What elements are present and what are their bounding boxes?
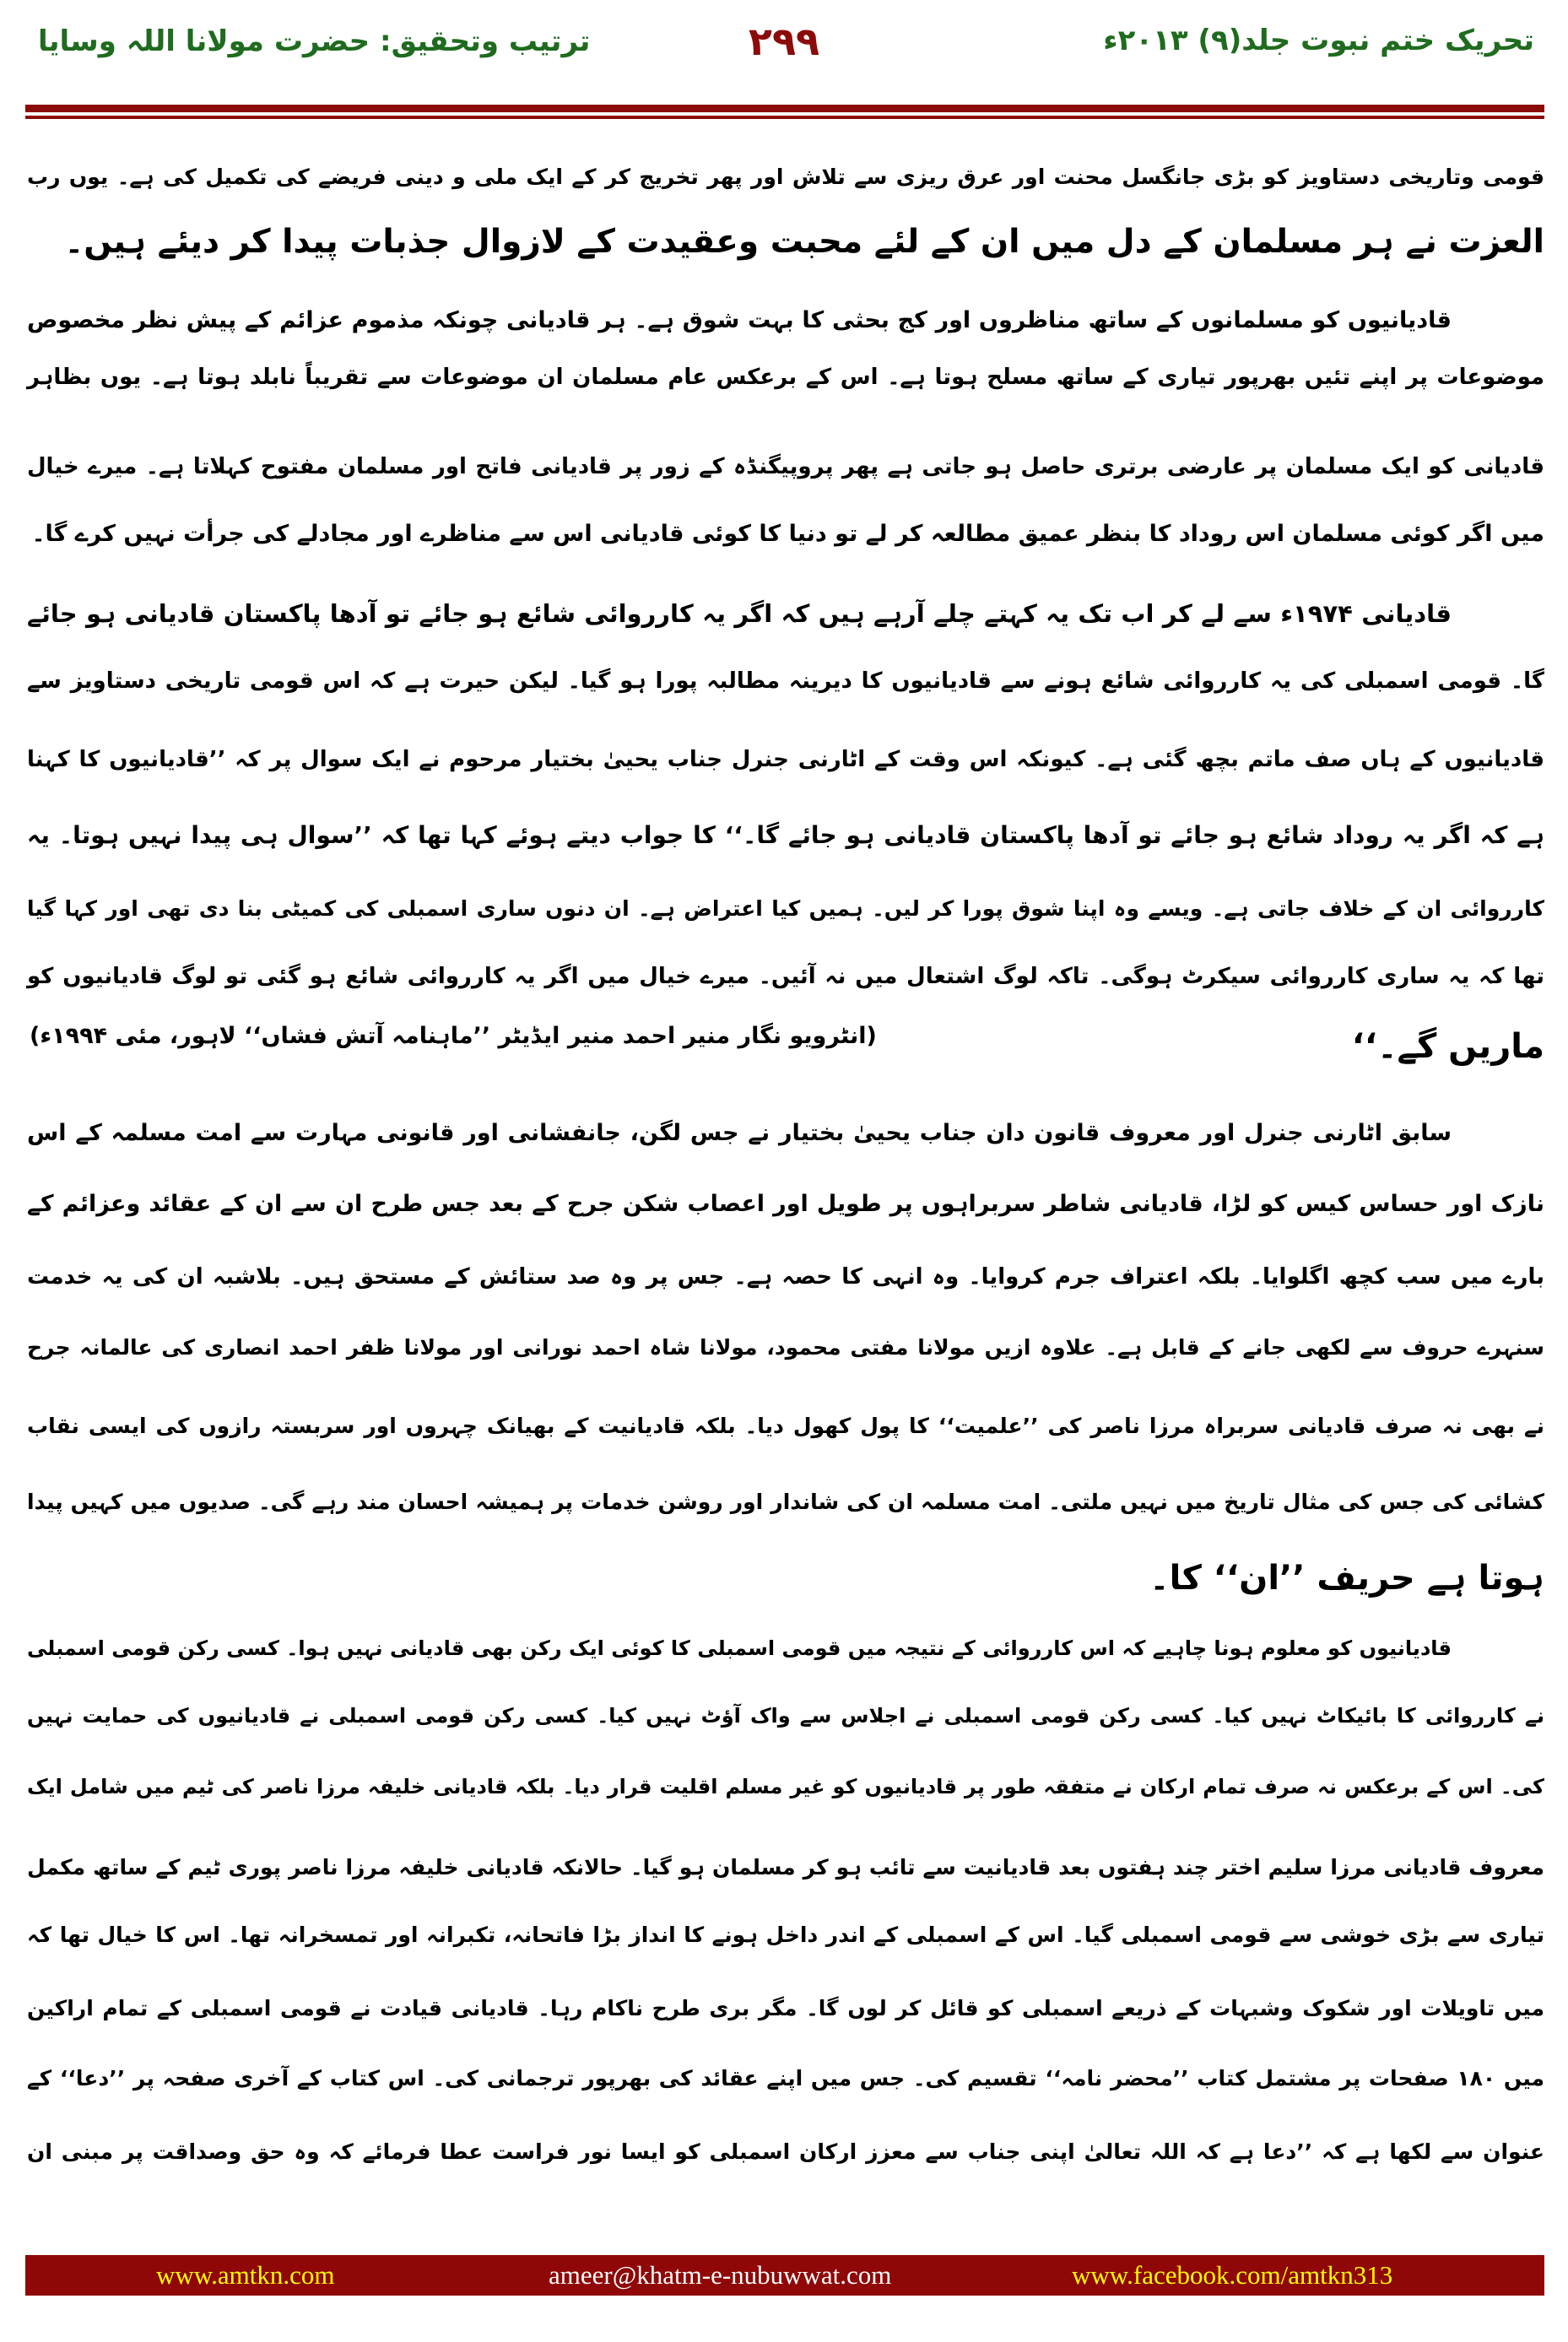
- interview-citation: (انٹرویو نگار منیر احمد منیر ایڈیٹر ’’ماہنامہ آتش فشاں‘‘ لاہور، مئی ۱۹۹۴ء): [30, 1023, 877, 1049]
- text-line: ہے کہ اگر یہ روداد شائع ہو جائے تو آدھا پاکستان قادیانی ہو جائے گا۔‘‘ کا جواب دیتے ہوئے کہا تھا کہ ’’سوال ہی پیدا نہیں ہوتا۔ یہ: [27, 821, 1544, 849]
- text-line: موضوعات پر اپنے تئیں بھرپور تیاری کے ساتھ مسلح ہوتا ہے۔ اس کے برعکس عام مسلمان ان موضوعات سے تقریباً نابلد ہوتا ہے۔ یوں بظاہر: [27, 365, 1544, 390]
- text-line: بارے میں سب کچھ اگلوایا۔ بلکہ اعتراف جرم کروایا۔ وہ انہی کا حصہ ہے۔ جس پر وہ صد ستائش کے مستحق ہیں۔ بلاشبہ ان کی یہ خدمت: [27, 1264, 1544, 1290]
- text-line: نے بھی نہ صرف قادیانی سربراہ مرزا ناصر کی ’’علمیت‘‘ کا پول کھول دیا۔ بلکہ قادیانیت کے بھیانک چہروں اور سربستہ رازوں کی ایسی نقاب: [27, 1414, 1544, 1438]
- text-line: قادیانیوں کو مسلمانوں کے ساتھ مناظروں اور کج بحثی کا بہت شوق ہے۔ ہر قادیانی چونکہ مذموم عزائم کے پیش نظر مخصوص: [27, 307, 1452, 333]
- email-link[interactable]: ameer@khatm-e-nubuwwat.com: [549, 2260, 892, 2290]
- text-line: قادیانی کو ایک مسلمان پر عارضی برتری حاصل ہو جاتی ہے پھر پروپیگنڈہ کے زور پر قادیانی فاتح اور مسلمان مفتوح کہلاتا ہے۔ میرے خیال: [27, 454, 1544, 479]
- text-line: عنوان سے لکھا ہے کہ ’’دعا ہے کہ اللہ تعالیٰ اپنی جناب سے معزز ارکان اسمبلی کو ایسا نور فراست عطا فرمائے کہ وہ حق وصداقت پر مبنی ان: [27, 2139, 1544, 2164]
- page-number: ۲۹۹: [748, 19, 820, 64]
- book-title: تحریک ختم نبوت جلد(۹) ۲۰۱۳ء: [1103, 24, 1534, 57]
- text-line: سنہرے حروف سے لکھی جانے کے قابل ہے۔ علاوہ ازیں مولانا مفتی محمود، مولانا شاہ احمد نورانی اور مولانا ظفر احمد انصاری کی عالمانہ جرح: [27, 1335, 1544, 1360]
- text-line: قومی وتاریخی دستاویز کو بڑی جانگسل محنت اور عرق ریزی سے تلاش اور پھر تخریج کر کے ایک ملی و دینی فریضے کی تکمیل کی ہے۔ یوں رب: [27, 165, 1544, 189]
- text-line: میں ۱۸۰ صفحات پر مشتمل کتاب ’’محضر نامہ‘‘ تقسیم کی۔ جس میں اپنے عقائد کی بھرپور ترجمانی کی۔ اس کتاب کے آخری صفحہ پر ’’دعا‘‘ کے: [27, 2066, 1545, 2090]
- text-line: نازک اور حساس کیس کو لڑا، قادیانی شاطر سربراہوں پر طویل اور اعصاب شکن جرح کے بعد جس طرح ان سے ان کے عقائد وعزائم کے: [27, 1191, 1544, 1217]
- text-line: ہوتا ہے حریف ’’ان‘‘ کا۔: [1149, 1559, 1544, 1598]
- text-line: کشائی کی جس کی مثال تاریخ میں نہیں ملتی۔ امت مسلمہ ان کی شاندار اور روشن خدمات پر ہمیشہ احسان مند رہے گی۔ صدیوں میں کہیں پیدا: [27, 1490, 1544, 1514]
- text-line: قادیانی ۱۹۷۴ء سے لے کر اب تک یہ کہتے چلے آرہے ہیں کہ اگر یہ کارروائی شائع ہو جائے تو آدھا پاکستان قادیانی ہو جائے: [27, 599, 1452, 628]
- text-line: کارروائی ان کے خلاف جاتی ہے۔ ویسے وہ اپنا شوق پورا کر لیں۔ ہمیں کیا اعتراض ہے۔ ان دنوں ساری اسمبلی کی کمیٹی بنا دی تھی اور کہا گیا: [27, 896, 1545, 921]
- text-line: قادیانیوں کے ہاں صف ماتم بچھ گئی ہے۔ کیونکہ اس وقت کے اٹارنی جنرل جناب یحییٰ بختیار مرحوم نے ایک سوال پر کہ ’’قادیانیوں کا کہنا: [27, 747, 1544, 772]
- compiler-credit: ترتیب وتحقیق: حضرت مولانا اللہ وسایا: [38, 24, 591, 58]
- text-line: تیاری سے بڑی خوشی سے قومی اسمبلی گیا۔ اس کے اسمبلی کے اندر داخل ہونے کا انداز بڑا فاتحانہ، تکبرانہ اور تمسخرانہ تھا۔ اس کا خیال تھا کہ: [27, 1923, 1544, 1947]
- text-line: کی۔ اس کے برعکس نہ صرف تمام ارکان نے متفقہ طور پر قادیانیوں کو غیر مسلم اقلیت قرار دیا۔ بلکہ قادیانی خلیفہ مرزا ناصر کی ٹیم میں شامل ایک: [27, 1775, 1544, 1798]
- text-line: میں تاویلات اور شکوک وشبہات کے ذریعے اسمبلی کو قائل کر لوں گا۔ مگر بری طرح ناکام رہا۔ قادیانی قیادت نے قومی اسمبلی کے تمام اراکین: [27, 1996, 1544, 2020]
- text-line: نے کارروائی کا بائیکاٹ نہیں کیا۔ کسی رکن قومی اسمبلی نے اجلاس سے واک آؤٹ نہیں کیا۔ کسی رکن قومی اسمبلی نے قادیانیوں کی حمایت نہیں: [27, 1704, 1544, 1728]
- website-link[interactable]: www.amtkn.com: [156, 2260, 335, 2290]
- text-line: سابق اٹارنی جنرل اور معروف قانون دان جناب یحییٰ بختیار نے جس لگن، جانفشانی اور قانونی مہارت سے امت مسلمہ کے اس: [27, 1120, 1452, 1146]
- text-line: قادیانیوں کو معلوم ہونا چاہیے کہ اس کارروائی کے نتیجہ میں قومی اسمبلی کا کوئی ایک رکن بھی قادیانی نہیں ہوا۔ کسی رکن قومی اسمبلی: [27, 1636, 1452, 1660]
- text-line: میں اگر کوئی مسلمان اس روداد کا بنظر عمیق مطالعہ کر لے تو دنیا کا کوئی قادیانی اس سے مناظرے اور مجادلے کی جرأت نہیں کرے گا۔: [31, 521, 1544, 547]
- footer-bar: [25, 2255, 1544, 2296]
- text-line: تھا کہ یہ ساری کارروائی سیکرٹ ہوگی۔ تاکہ لوگ اشتعال میں نہ آئیں۔ میرے خیال میں اگر یہ کارروائی شائع ہو گئی تو لوگ قادیانیوں کو: [27, 964, 1544, 989]
- text-line: معروف قادیانی مرزا سلیم اختر چند ہفتوں بعد قادیانیت سے تائب ہو کر مسلمان ہو گیا۔ حالانکہ قادیانی خلیفہ مرزا ناصر پوری ٹیم کے ساتھ مکمل: [27, 1855, 1544, 1880]
- text-line: گا۔ قومی اسمبلی کی یہ کارروائی شائع ہونے سے قادیانیوں کا دیرینہ مطالبہ پورا ہو گیا۔ لیکن حیرت ہے کہ اس قومی تاریخی دستاویز سے: [27, 668, 1544, 694]
- text-line: ماریں گے۔‘‘: [1351, 1027, 1544, 1066]
- text-line: العزت نے ہر مسلمان کے دل میں ان کے لئے محبت وعقیدت کے لازوال جذبات پیدا کر دیئے ہیں۔: [64, 223, 1544, 261]
- header-divider-thick: [25, 105, 1544, 112]
- facebook-link[interactable]: www.facebook.com/amtkn313: [1072, 2260, 1393, 2290]
- header-divider-thin: [25, 116, 1544, 119]
